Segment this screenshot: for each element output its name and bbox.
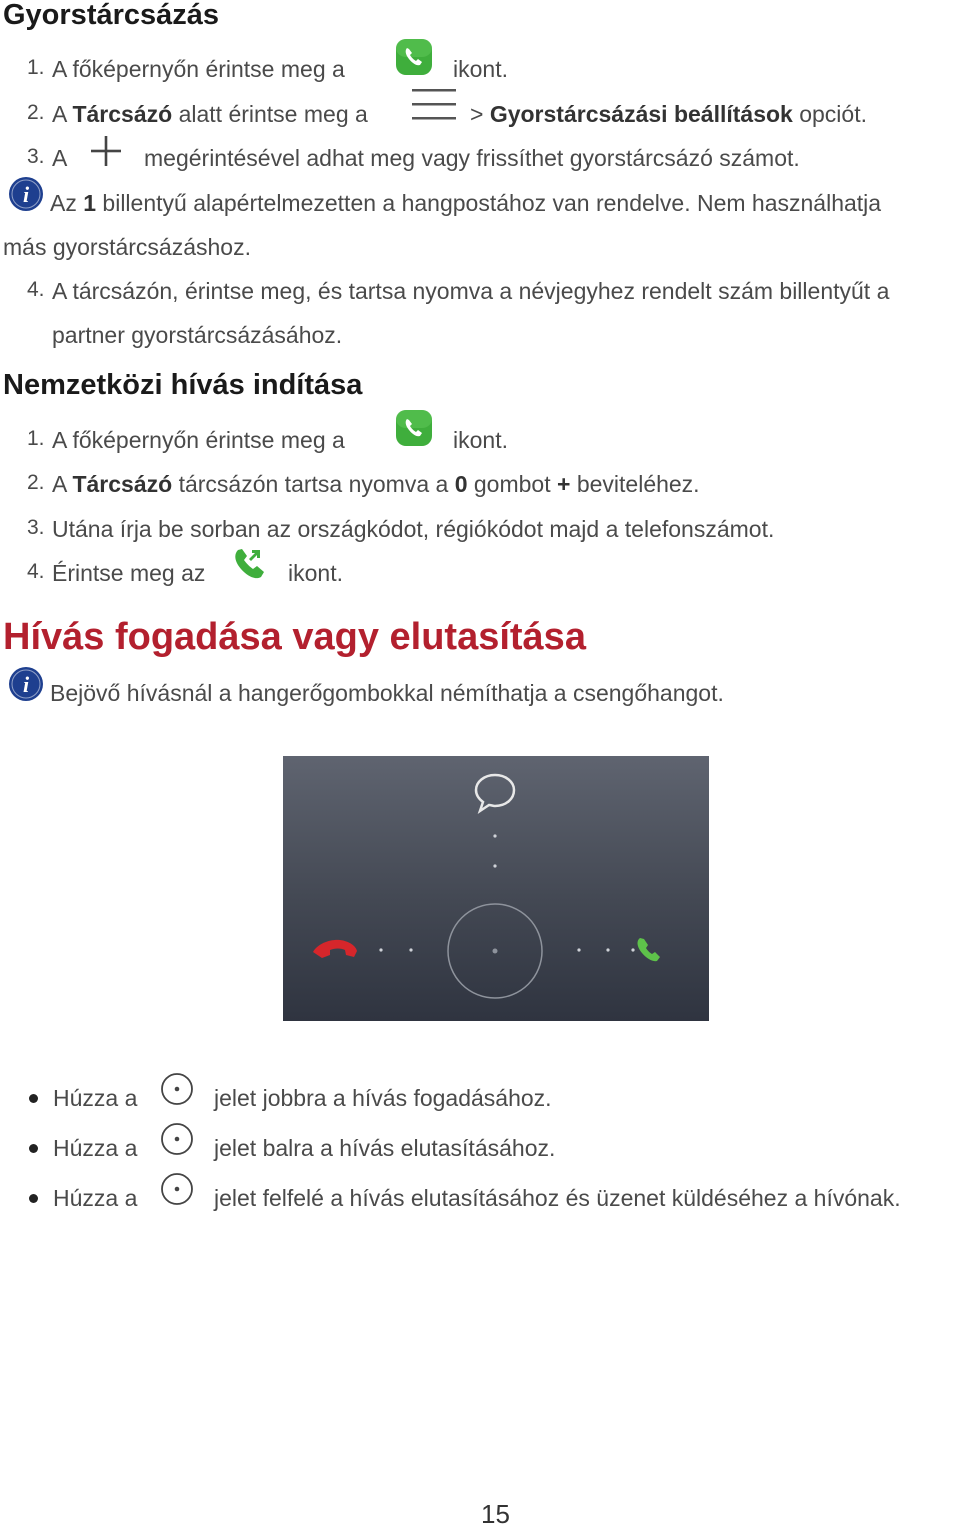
plus-icon: [88, 133, 124, 169]
bullet-text: jelet felfelé a hívás elutasításához és üzenet küldéséhez a hívónak.: [214, 1185, 901, 1211]
circle-dot-icon: [160, 1122, 194, 1156]
step-text: Érintse meg az: [52, 560, 206, 586]
step-text: A főképernyőn érintse meg a: [52, 56, 345, 82]
step-text: ikont.: [288, 560, 343, 586]
circle-dot-icon: [160, 1072, 194, 1106]
note-text: Az 1 billentyű alapértelmezetten a hangpostához van rendelve. Nem használhatja: [50, 190, 882, 216]
step-text: ikont.: [453, 427, 508, 453]
step-text: partner gyorstárcsázásához.: [52, 322, 343, 348]
incoming-call-screenshot: [283, 756, 709, 1021]
bullet: [29, 1194, 38, 1203]
section-title-international: Nemzetközi hívás indítása: [3, 369, 363, 401]
bullet: [29, 1094, 38, 1103]
decline-call-icon: [313, 940, 357, 958]
step-number: 3.: [27, 145, 45, 168]
section-title-speed-dial: Gyorstárcsázás: [3, 0, 220, 31]
step-number: 2.: [27, 471, 45, 494]
step-text: Utána írja be sorban az országkódot, régiókódot majd a telefonszámot.: [52, 516, 775, 542]
bullet-text: Húzza a: [53, 1135, 138, 1161]
bullet-text: Húzza a: [53, 1185, 138, 1211]
step-text: A: [52, 145, 68, 171]
bullet-text: Húzza a: [53, 1085, 138, 1111]
phone-app-icon: [395, 38, 433, 76]
svg-text:i: i: [22, 182, 30, 207]
step-text: A tárcsázón, érintse meg, és tartsa nyomva a névjegyhez rendelt szám billentyűt a: [52, 278, 890, 304]
step-number: 2.: [27, 101, 45, 124]
bullet: [29, 1144, 38, 1153]
step-number: 4.: [27, 278, 45, 301]
step-text: ikont.: [453, 56, 508, 82]
info-icon: [8, 666, 44, 702]
section-title-answer: Hívás fogadása vagy elutasítása: [3, 616, 586, 658]
message-bubble-icon: [476, 775, 514, 811]
bullet-text: jelet balra a hívás elutasításához.: [214, 1135, 556, 1161]
step-text: A főképernyőn érintse meg a: [52, 427, 345, 453]
menu-icon: [408, 86, 460, 122]
svg-text:i: i: [22, 672, 30, 697]
step-text: > Gyorstárcsázási beállítások opciót.: [470, 101, 867, 127]
step-number: 3.: [27, 516, 45, 539]
page-number: 15: [481, 1499, 510, 1529]
phone-app-icon: [395, 409, 433, 447]
dial-call-icon: [232, 546, 270, 582]
note-text: más gyorstárcsázáshoz.: [3, 234, 251, 260]
step-text: A Tárcsázó tárcsázón tartsa nyomva a 0 gombot + beviteléhez.: [52, 471, 700, 497]
step-text: megérintésével adhat meg vagy frissíthet gyorstárcsázó számot.: [144, 145, 800, 171]
info-icon: [8, 176, 44, 212]
step-number: 4.: [27, 560, 45, 583]
note-text: Bejövő hívásnál a hangerőgombokkal némíthatja a csengőhangot.: [50, 680, 724, 706]
bullet-text: jelet jobbra a hívás fogadásához.: [214, 1085, 552, 1111]
step-number: 1.: [27, 427, 45, 450]
circle-dot-icon: [160, 1172, 194, 1206]
answer-call-icon: [638, 938, 660, 961]
step-number: 1.: [27, 56, 45, 79]
step-text: A Tárcsázó alatt érintse meg a: [52, 101, 368, 127]
